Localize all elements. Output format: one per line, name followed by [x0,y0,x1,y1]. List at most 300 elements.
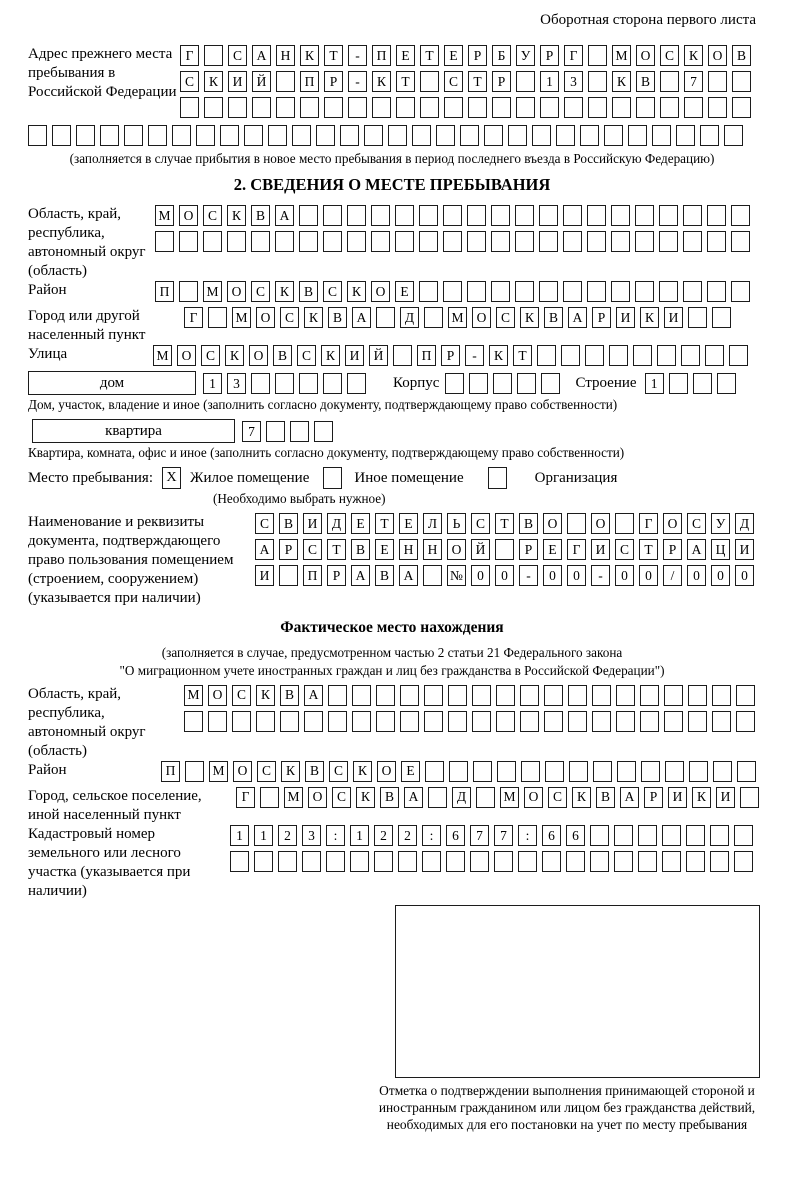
char-box[interactable]: К [372,71,391,92]
char-box[interactable]: К [353,761,372,782]
char-box[interactable]: Е [351,513,370,534]
char-box[interactable]: В [636,71,655,92]
char-box[interactable] [260,787,279,808]
char-box[interactable]: : [422,825,441,846]
char-box[interactable]: К [281,761,300,782]
char-box[interactable] [328,685,347,706]
char-box[interactable] [208,307,227,328]
char-box[interactable] [299,205,318,226]
char-box[interactable] [52,125,71,146]
char-box[interactable] [569,761,588,782]
char-box[interactable]: С [228,45,247,66]
char-box[interactable] [640,711,659,732]
char-box[interactable]: К [227,205,246,226]
char-box[interactable] [323,231,342,252]
char-box[interactable]: О [591,513,610,534]
char-box[interactable] [204,45,223,66]
char-box[interactable] [614,851,633,872]
char-box[interactable]: Е [401,761,420,782]
char-box[interactable] [467,281,486,302]
char-box[interactable]: А [252,45,271,66]
char-box[interactable] [611,281,630,302]
char-box[interactable] [491,231,510,252]
char-box[interactable]: 0 [687,565,706,586]
char-box[interactable] [517,373,536,394]
char-box[interactable]: Р [441,345,460,366]
char-box[interactable]: А [687,539,706,560]
char-box[interactable] [374,851,393,872]
char-box[interactable] [428,787,447,808]
char-box[interactable] [539,205,558,226]
char-box[interactable] [628,125,647,146]
char-box[interactable] [268,125,287,146]
char-box[interactable] [568,685,587,706]
char-box[interactable] [588,45,607,66]
char-box[interactable] [304,711,323,732]
char-box[interactable] [196,125,215,146]
char-box[interactable] [705,345,724,366]
char-box[interactable]: С [660,45,679,66]
char-box[interactable]: - [519,565,538,586]
char-box[interactable]: 2 [398,825,417,846]
char-box[interactable] [612,97,631,118]
char-box[interactable]: Е [395,281,414,302]
char-box[interactable] [340,125,359,146]
char-box[interactable]: В [596,787,615,808]
char-box[interactable] [736,685,755,706]
char-box[interactable] [717,373,736,394]
char-box[interactable]: У [516,45,535,66]
char-box[interactable]: Т [468,71,487,92]
char-box[interactable] [532,125,551,146]
char-box[interactable] [148,125,167,146]
char-box[interactable]: 1 [350,825,369,846]
char-box[interactable]: К [356,787,375,808]
char-box[interactable] [497,761,516,782]
char-box[interactable] [729,345,748,366]
char-box[interactable]: С [615,539,634,560]
char-box[interactable]: Й [471,539,490,560]
char-box[interactable]: К [300,45,319,66]
char-box[interactable]: В [375,565,394,586]
char-box[interactable] [515,281,534,302]
char-box[interactable]: В [328,307,347,328]
char-box[interactable] [468,97,487,118]
char-box[interactable]: Т [327,539,346,560]
char-box[interactable]: О [636,45,655,66]
apartment-type-box[interactable]: квартира [32,419,235,443]
char-box[interactable] [412,125,431,146]
char-box[interactable] [568,711,587,732]
char-box[interactable] [420,71,439,92]
char-box[interactable] [302,851,321,872]
char-box[interactable] [275,231,294,252]
char-box[interactable] [681,345,700,366]
char-box[interactable]: П [155,281,174,302]
char-box[interactable] [251,231,270,252]
char-box[interactable] [664,711,683,732]
char-box[interactable]: С [232,685,251,706]
char-box[interactable]: В [519,513,538,534]
char-box[interactable]: Т [639,539,658,560]
char-box[interactable] [676,125,695,146]
char-box[interactable]: К [520,307,539,328]
char-box[interactable] [587,231,606,252]
char-box[interactable] [587,205,606,226]
char-box[interactable] [348,97,367,118]
char-box[interactable]: - [348,71,367,92]
char-box[interactable] [424,307,443,328]
char-box[interactable] [276,97,295,118]
char-box[interactable] [567,513,586,534]
char-box[interactable] [443,281,462,302]
char-box[interactable] [299,373,318,394]
char-box[interactable]: О [227,281,246,302]
char-box[interactable] [588,71,607,92]
char-box[interactable] [686,825,705,846]
char-box[interactable] [350,851,369,872]
char-box[interactable]: Р [327,565,346,586]
char-box[interactable]: : [326,825,345,846]
char-box[interactable]: В [280,685,299,706]
char-box[interactable] [232,711,251,732]
char-box[interactable]: С [496,307,515,328]
char-box[interactable]: 7 [684,71,703,92]
char-box[interactable] [515,231,534,252]
char-box[interactable] [734,851,753,872]
char-box[interactable] [314,421,333,442]
char-box[interactable]: И [345,345,364,366]
char-box[interactable]: В [305,761,324,782]
char-box[interactable]: 3 [227,373,246,394]
char-box[interactable]: В [251,205,270,226]
char-box[interactable] [76,125,95,146]
char-box[interactable] [590,825,609,846]
char-box[interactable]: М [209,761,228,782]
char-box[interactable]: Т [495,513,514,534]
char-box[interactable] [614,825,633,846]
char-box[interactable]: С [251,281,270,302]
char-box[interactable]: Е [444,45,463,66]
char-box[interactable] [636,97,655,118]
char-box[interactable] [254,851,273,872]
char-box[interactable]: М [184,685,203,706]
char-box[interactable]: Ц [711,539,730,560]
char-box[interactable]: О [708,45,727,66]
char-box[interactable] [520,711,539,732]
char-box[interactable] [707,281,726,302]
char-box[interactable]: С [255,513,274,534]
char-box[interactable]: Б [492,45,511,66]
char-box[interactable] [508,125,527,146]
char-box[interactable] [665,761,684,782]
char-box[interactable] [470,851,489,872]
char-box[interactable] [473,761,492,782]
char-box[interactable]: К [692,787,711,808]
char-box[interactable] [640,685,659,706]
char-box[interactable] [712,685,731,706]
char-box[interactable] [732,71,751,92]
char-box[interactable] [422,851,441,872]
char-box[interactable] [292,125,311,146]
char-box[interactable]: С [201,345,220,366]
char-box[interactable] [172,125,191,146]
char-box[interactable]: В [273,345,292,366]
char-box[interactable]: Т [375,513,394,534]
char-box[interactable] [469,373,488,394]
char-box[interactable] [521,761,540,782]
char-box[interactable] [737,761,756,782]
char-box[interactable] [491,281,510,302]
char-box[interactable] [708,71,727,92]
char-box[interactable]: И [228,71,247,92]
char-box[interactable] [204,97,223,118]
char-box[interactable] [713,761,732,782]
char-box[interactable] [155,231,174,252]
char-box[interactable] [736,711,755,732]
char-box[interactable]: М [284,787,303,808]
char-box[interactable]: 1 [645,373,664,394]
char-box[interactable]: Р [279,539,298,560]
char-box[interactable] [419,231,438,252]
char-box[interactable] [710,825,729,846]
char-box[interactable] [28,125,47,146]
char-box[interactable]: 6 [446,825,465,846]
char-box[interactable] [611,205,630,226]
char-box[interactable] [124,125,143,146]
char-box[interactable]: А [275,205,294,226]
char-box[interactable] [251,373,270,394]
char-box[interactable]: М [448,307,467,328]
char-box[interactable]: И [591,539,610,560]
char-box[interactable] [244,125,263,146]
char-box[interactable] [376,685,395,706]
char-box[interactable]: П [417,345,436,366]
char-box[interactable] [393,345,412,366]
char-box[interactable]: И [716,787,735,808]
char-box[interactable] [580,125,599,146]
char-box[interactable]: 3 [302,825,321,846]
char-box[interactable] [662,825,681,846]
char-box[interactable] [707,205,726,226]
residence-checkbox-org[interactable] [488,467,507,489]
char-box[interactable] [659,231,678,252]
char-box[interactable]: О [256,307,275,328]
char-box[interactable] [419,205,438,226]
char-box[interactable]: С [203,205,222,226]
char-box[interactable]: Е [396,45,415,66]
char-box[interactable]: И [616,307,635,328]
char-box[interactable]: А [351,565,370,586]
char-box[interactable]: К [347,281,366,302]
char-box[interactable] [710,851,729,872]
char-box[interactable] [518,851,537,872]
char-box[interactable] [347,205,366,226]
char-box[interactable] [227,231,246,252]
char-box[interactable]: - [591,565,610,586]
char-box[interactable] [203,231,222,252]
char-box[interactable] [693,373,712,394]
char-box[interactable]: Д [327,513,346,534]
char-box[interactable] [520,685,539,706]
char-box[interactable] [400,685,419,706]
char-box[interactable] [352,711,371,732]
char-box[interactable] [266,421,285,442]
char-box[interactable] [388,125,407,146]
char-box[interactable]: К [684,45,703,66]
char-box[interactable] [275,373,294,394]
char-box[interactable] [616,711,635,732]
char-box[interactable] [700,125,719,146]
char-box[interactable]: - [465,345,484,366]
char-box[interactable]: И [668,787,687,808]
char-box[interactable]: С [332,787,351,808]
char-box[interactable]: А [568,307,587,328]
char-box[interactable] [476,787,495,808]
char-box[interactable] [516,97,535,118]
char-box[interactable]: О [472,307,491,328]
char-box[interactable] [689,761,708,782]
char-box[interactable]: О [663,513,682,534]
char-box[interactable]: Т [396,71,415,92]
char-box[interactable]: Т [513,345,532,366]
char-box[interactable] [495,539,514,560]
char-box[interactable]: 7 [242,421,261,442]
char-box[interactable] [324,97,343,118]
char-box[interactable] [323,205,342,226]
char-box[interactable]: С [297,345,316,366]
char-box[interactable]: О [233,761,252,782]
char-box[interactable]: В [279,513,298,534]
char-box[interactable]: П [372,45,391,66]
char-box[interactable]: К [225,345,244,366]
char-box[interactable] [492,97,511,118]
char-box[interactable] [208,711,227,732]
char-box[interactable] [734,825,753,846]
residence-checkbox-zhiloe[interactable]: X [162,467,181,489]
char-box[interactable]: Н [276,45,295,66]
char-box[interactable]: К [612,71,631,92]
char-box[interactable]: О [308,787,327,808]
char-box[interactable]: Т [324,45,343,66]
char-box[interactable] [683,205,702,226]
char-box[interactable]: 6 [566,825,585,846]
char-box[interactable] [638,851,657,872]
char-box[interactable]: С [687,513,706,534]
char-box[interactable]: А [352,307,371,328]
char-box[interactable] [472,711,491,732]
char-box[interactable]: Г [567,539,586,560]
char-box[interactable]: Г [180,45,199,66]
char-box[interactable]: С [257,761,276,782]
char-box[interactable] [566,851,585,872]
residence-checkbox-inoe[interactable] [323,467,342,489]
char-box[interactable]: Д [735,513,754,534]
char-box[interactable]: 1 [230,825,249,846]
char-box[interactable]: 1 [203,373,222,394]
char-box[interactable] [376,711,395,732]
char-box[interactable]: Г [564,45,583,66]
char-box[interactable] [326,851,345,872]
char-box[interactable]: Р [663,539,682,560]
char-box[interactable]: С [444,71,463,92]
char-box[interactable]: - [348,45,367,66]
char-box[interactable] [220,125,239,146]
char-box[interactable]: И [735,539,754,560]
char-box[interactable] [652,125,671,146]
char-box[interactable]: С [329,761,348,782]
char-box[interactable] [659,281,678,302]
char-box[interactable]: Д [400,307,419,328]
char-box[interactable] [352,685,371,706]
char-box[interactable] [230,851,249,872]
char-box[interactable] [659,205,678,226]
char-box[interactable]: М [612,45,631,66]
char-box[interactable]: Р [519,539,538,560]
char-box[interactable] [290,421,309,442]
char-box[interactable]: Й [369,345,388,366]
char-box[interactable] [396,97,415,118]
char-box[interactable] [425,761,444,782]
char-box[interactable]: 3 [564,71,583,92]
char-box[interactable] [563,281,582,302]
char-box[interactable] [371,231,390,252]
char-box[interactable] [684,97,703,118]
char-box[interactable] [400,711,419,732]
char-box[interactable]: Г [236,787,255,808]
char-box[interactable]: А [399,565,418,586]
char-box[interactable]: С [303,539,322,560]
char-box[interactable] [252,97,271,118]
char-box[interactable] [660,97,679,118]
char-box[interactable] [712,307,731,328]
char-box[interactable] [445,373,464,394]
char-box[interactable]: 0 [567,565,586,586]
char-box[interactable]: С [471,513,490,534]
char-box[interactable] [184,711,203,732]
char-box[interactable] [592,711,611,732]
char-box[interactable]: В [380,787,399,808]
char-box[interactable]: В [351,539,370,560]
char-box[interactable] [740,787,759,808]
char-box[interactable] [638,825,657,846]
char-box[interactable] [395,205,414,226]
char-box[interactable]: 2 [278,825,297,846]
char-box[interactable]: С [323,281,342,302]
char-box[interactable] [593,761,612,782]
char-box[interactable] [660,71,679,92]
char-box[interactable] [444,97,463,118]
char-box[interactable] [280,711,299,732]
char-box[interactable] [590,851,609,872]
char-box[interactable] [347,373,366,394]
char-box[interactable]: О [543,513,562,534]
char-box[interactable] [484,125,503,146]
char-box[interactable] [398,851,417,872]
char-box[interactable]: Н [423,539,442,560]
char-box[interactable]: С [548,787,567,808]
char-box[interactable] [276,71,295,92]
char-box[interactable]: 2 [374,825,393,846]
char-box[interactable]: П [303,565,322,586]
char-box[interactable]: О [377,761,396,782]
char-box[interactable]: Р [324,71,343,92]
char-box[interactable]: 0 [615,565,634,586]
char-box[interactable]: 1 [254,825,273,846]
char-box[interactable] [491,205,510,226]
char-box[interactable]: П [300,71,319,92]
char-box[interactable]: П [161,761,180,782]
